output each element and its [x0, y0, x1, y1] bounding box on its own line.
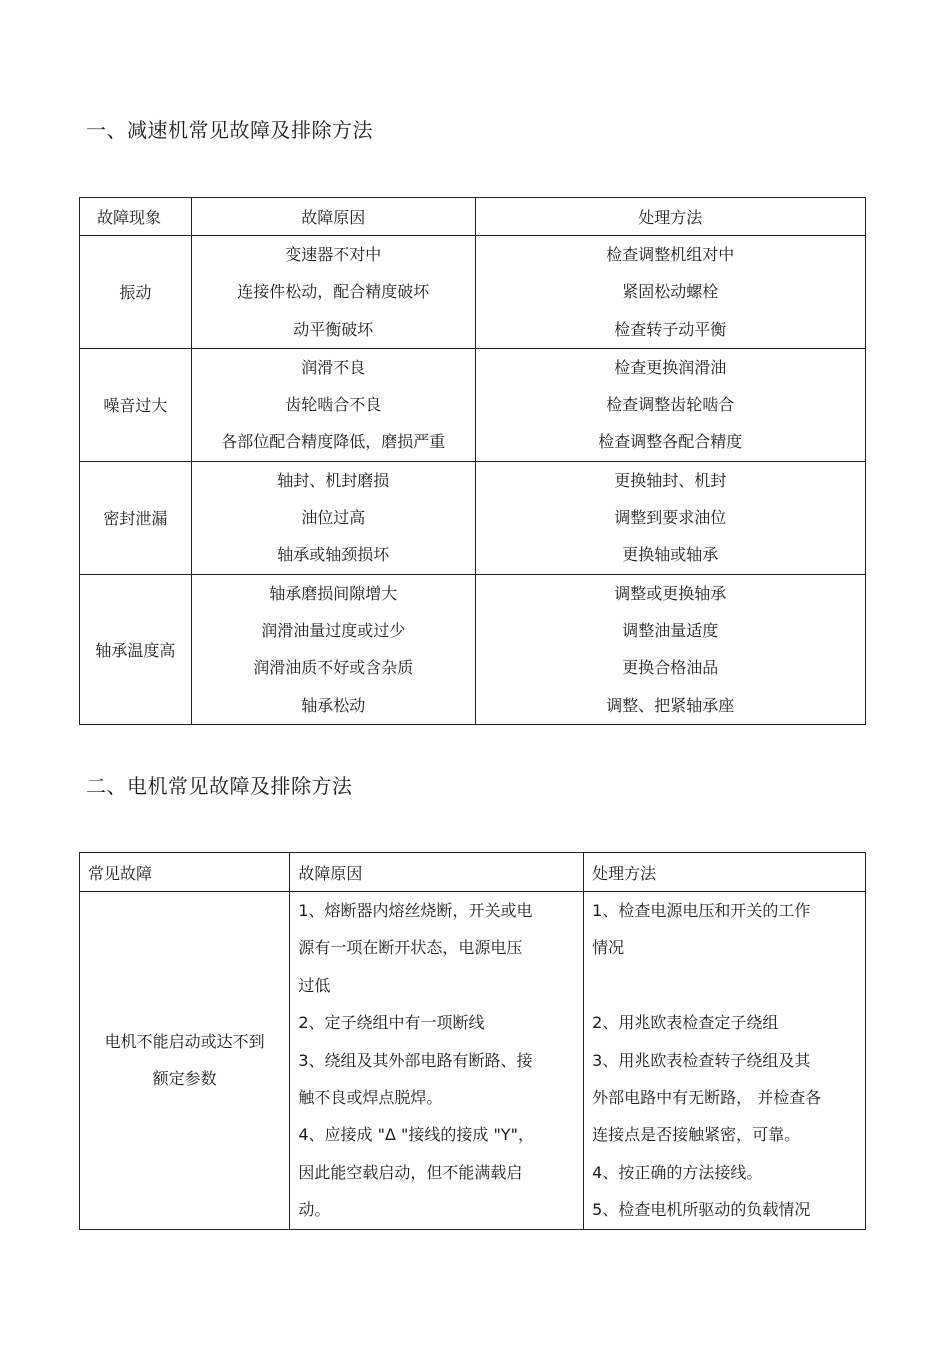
- remedy-line: 3、用兆欧表检查转子绕组及其: [592, 1050, 811, 1070]
- remedy-line: 调整到要求油位: [614, 508, 727, 528]
- remedy-line: 更换轴或轴承: [622, 545, 719, 565]
- remedy-line: 更换合格油品: [622, 658, 719, 678]
- cause-cell: [290, 892, 584, 1230]
- reducer-fault-table: [79, 197, 866, 725]
- table-row: [80, 892, 866, 1230]
- remedy-line: 情况: [592, 938, 625, 958]
- remedy-line: [584, 967, 865, 1004]
- cause-line: 油位过高: [301, 508, 366, 528]
- table-row: [80, 461, 866, 574]
- cause-cell: [191, 461, 475, 574]
- symptom-cell: 噪音过大: [80, 348, 192, 461]
- cause-line: 连接件松动，配合精度破坏: [237, 282, 430, 302]
- cause-line: 过低: [298, 975, 331, 995]
- remedy-line: 连接点是否接触紧密，可靠。: [592, 1125, 801, 1145]
- remedy-line: 检查转子动平衡: [614, 319, 727, 339]
- header-cause: 故障原因: [191, 198, 475, 236]
- remedy-line: 调整油量适度: [622, 620, 719, 640]
- remedy-line: 2、用兆欧表检查定子绕组: [592, 1013, 779, 1033]
- remedy-line: 更换轴封、机封: [614, 470, 727, 490]
- remedy-line: 检查调整各配合精度: [598, 432, 743, 452]
- cause-cell: [191, 574, 475, 724]
- cause-line: 触不良或焊点脱焊。: [298, 1087, 443, 1107]
- fault-cell: [80, 892, 290, 1230]
- header-symptom: 故障现象: [80, 198, 192, 236]
- fault-line: 额定参数: [152, 1069, 217, 1089]
- cause-line: 润滑不良: [301, 357, 366, 377]
- remedy-line: 4、按正确的方法接线。: [592, 1162, 763, 1182]
- section-1-title: 一、减速机常见故障及排除方法: [86, 118, 373, 142]
- remedy-cell: [475, 236, 865, 349]
- cause-line: 3、绕组及其外部电路有断路、接: [298, 1050, 533, 1070]
- cause-line: 轴封、机封磨损: [277, 470, 390, 490]
- remedy-line: 外部电路中有无断路， 并检查各: [592, 1087, 822, 1107]
- header-remedy: 处理方法: [584, 853, 866, 892]
- cause-line: 2、定子绕组中有一项断线: [298, 1013, 485, 1033]
- remedy-cell: [475, 461, 865, 574]
- remedy-line: 检查调整齿轮啮合: [606, 395, 735, 415]
- header-fault: 常见故障: [80, 853, 290, 892]
- table-row: [80, 574, 866, 724]
- cause-cell: [191, 348, 475, 461]
- remedy-line: 调整、把紧轴承座: [606, 695, 735, 715]
- remedy-line: 检查更换润滑油: [614, 357, 727, 377]
- header-remedy: 处理方法: [475, 198, 865, 236]
- cause-line: 4、应接成 "Δ "接线的接成 "Y"，: [298, 1125, 534, 1145]
- cause-line: 变速器不对中: [285, 245, 382, 264]
- cause-line: 动平衡破坏: [293, 319, 374, 339]
- cause-line: 轴承或轴颈损坏: [277, 545, 390, 565]
- cause-line: 轴承松动: [301, 695, 366, 715]
- fault-line: 电机不能启动或达不到: [104, 1032, 265, 1052]
- symptom-cell: 密封泄漏: [80, 461, 192, 574]
- cause-cell: [191, 236, 475, 349]
- remedy-cell: [475, 574, 865, 724]
- remedy-line: 5、检查电机所驱动的负载情况: [592, 1200, 811, 1220]
- cause-line: 因此能空载启动，但不能满载启: [298, 1162, 523, 1182]
- table-row: [80, 348, 866, 461]
- section-2-title: 二、电机常见故障及排除方法: [86, 774, 353, 798]
- table-header-row: [80, 853, 866, 892]
- remedy-line: 紧固松动螺栓: [622, 282, 719, 302]
- symptom-cell: 振动: [80, 236, 192, 349]
- cause-line: 润滑油质不好或含杂质: [253, 658, 414, 678]
- header-cause: 故障原因: [290, 853, 584, 892]
- cause-line: 润滑油量过度或过少: [261, 620, 406, 640]
- motor-fault-table: [79, 852, 866, 1230]
- table-row: [80, 236, 866, 349]
- cause-line: 源有一项在断开状态，电源电压: [298, 938, 523, 958]
- cause-line: 1、熔断器内熔丝烧断，开关或电: [298, 901, 533, 920]
- symptom-cell: 轴承温度高: [80, 574, 192, 724]
- cause-line: 各部位配合精度降低，磨损严重: [221, 432, 446, 452]
- cause-line: 动。: [298, 1200, 331, 1220]
- remedy-cell: [584, 892, 866, 1230]
- remedy-line: 1、检查电源电压和开关的工作: [592, 901, 811, 920]
- remedy-cell: [475, 348, 865, 461]
- table-header-row: [80, 198, 866, 236]
- remedy-line: 检查调整机组对中: [606, 245, 735, 264]
- cause-line: 齿轮啮合不良: [285, 395, 382, 415]
- cause-line: 轴承磨损间隙增大: [269, 583, 398, 603]
- remedy-line: 调整或更换轴承: [614, 583, 727, 603]
